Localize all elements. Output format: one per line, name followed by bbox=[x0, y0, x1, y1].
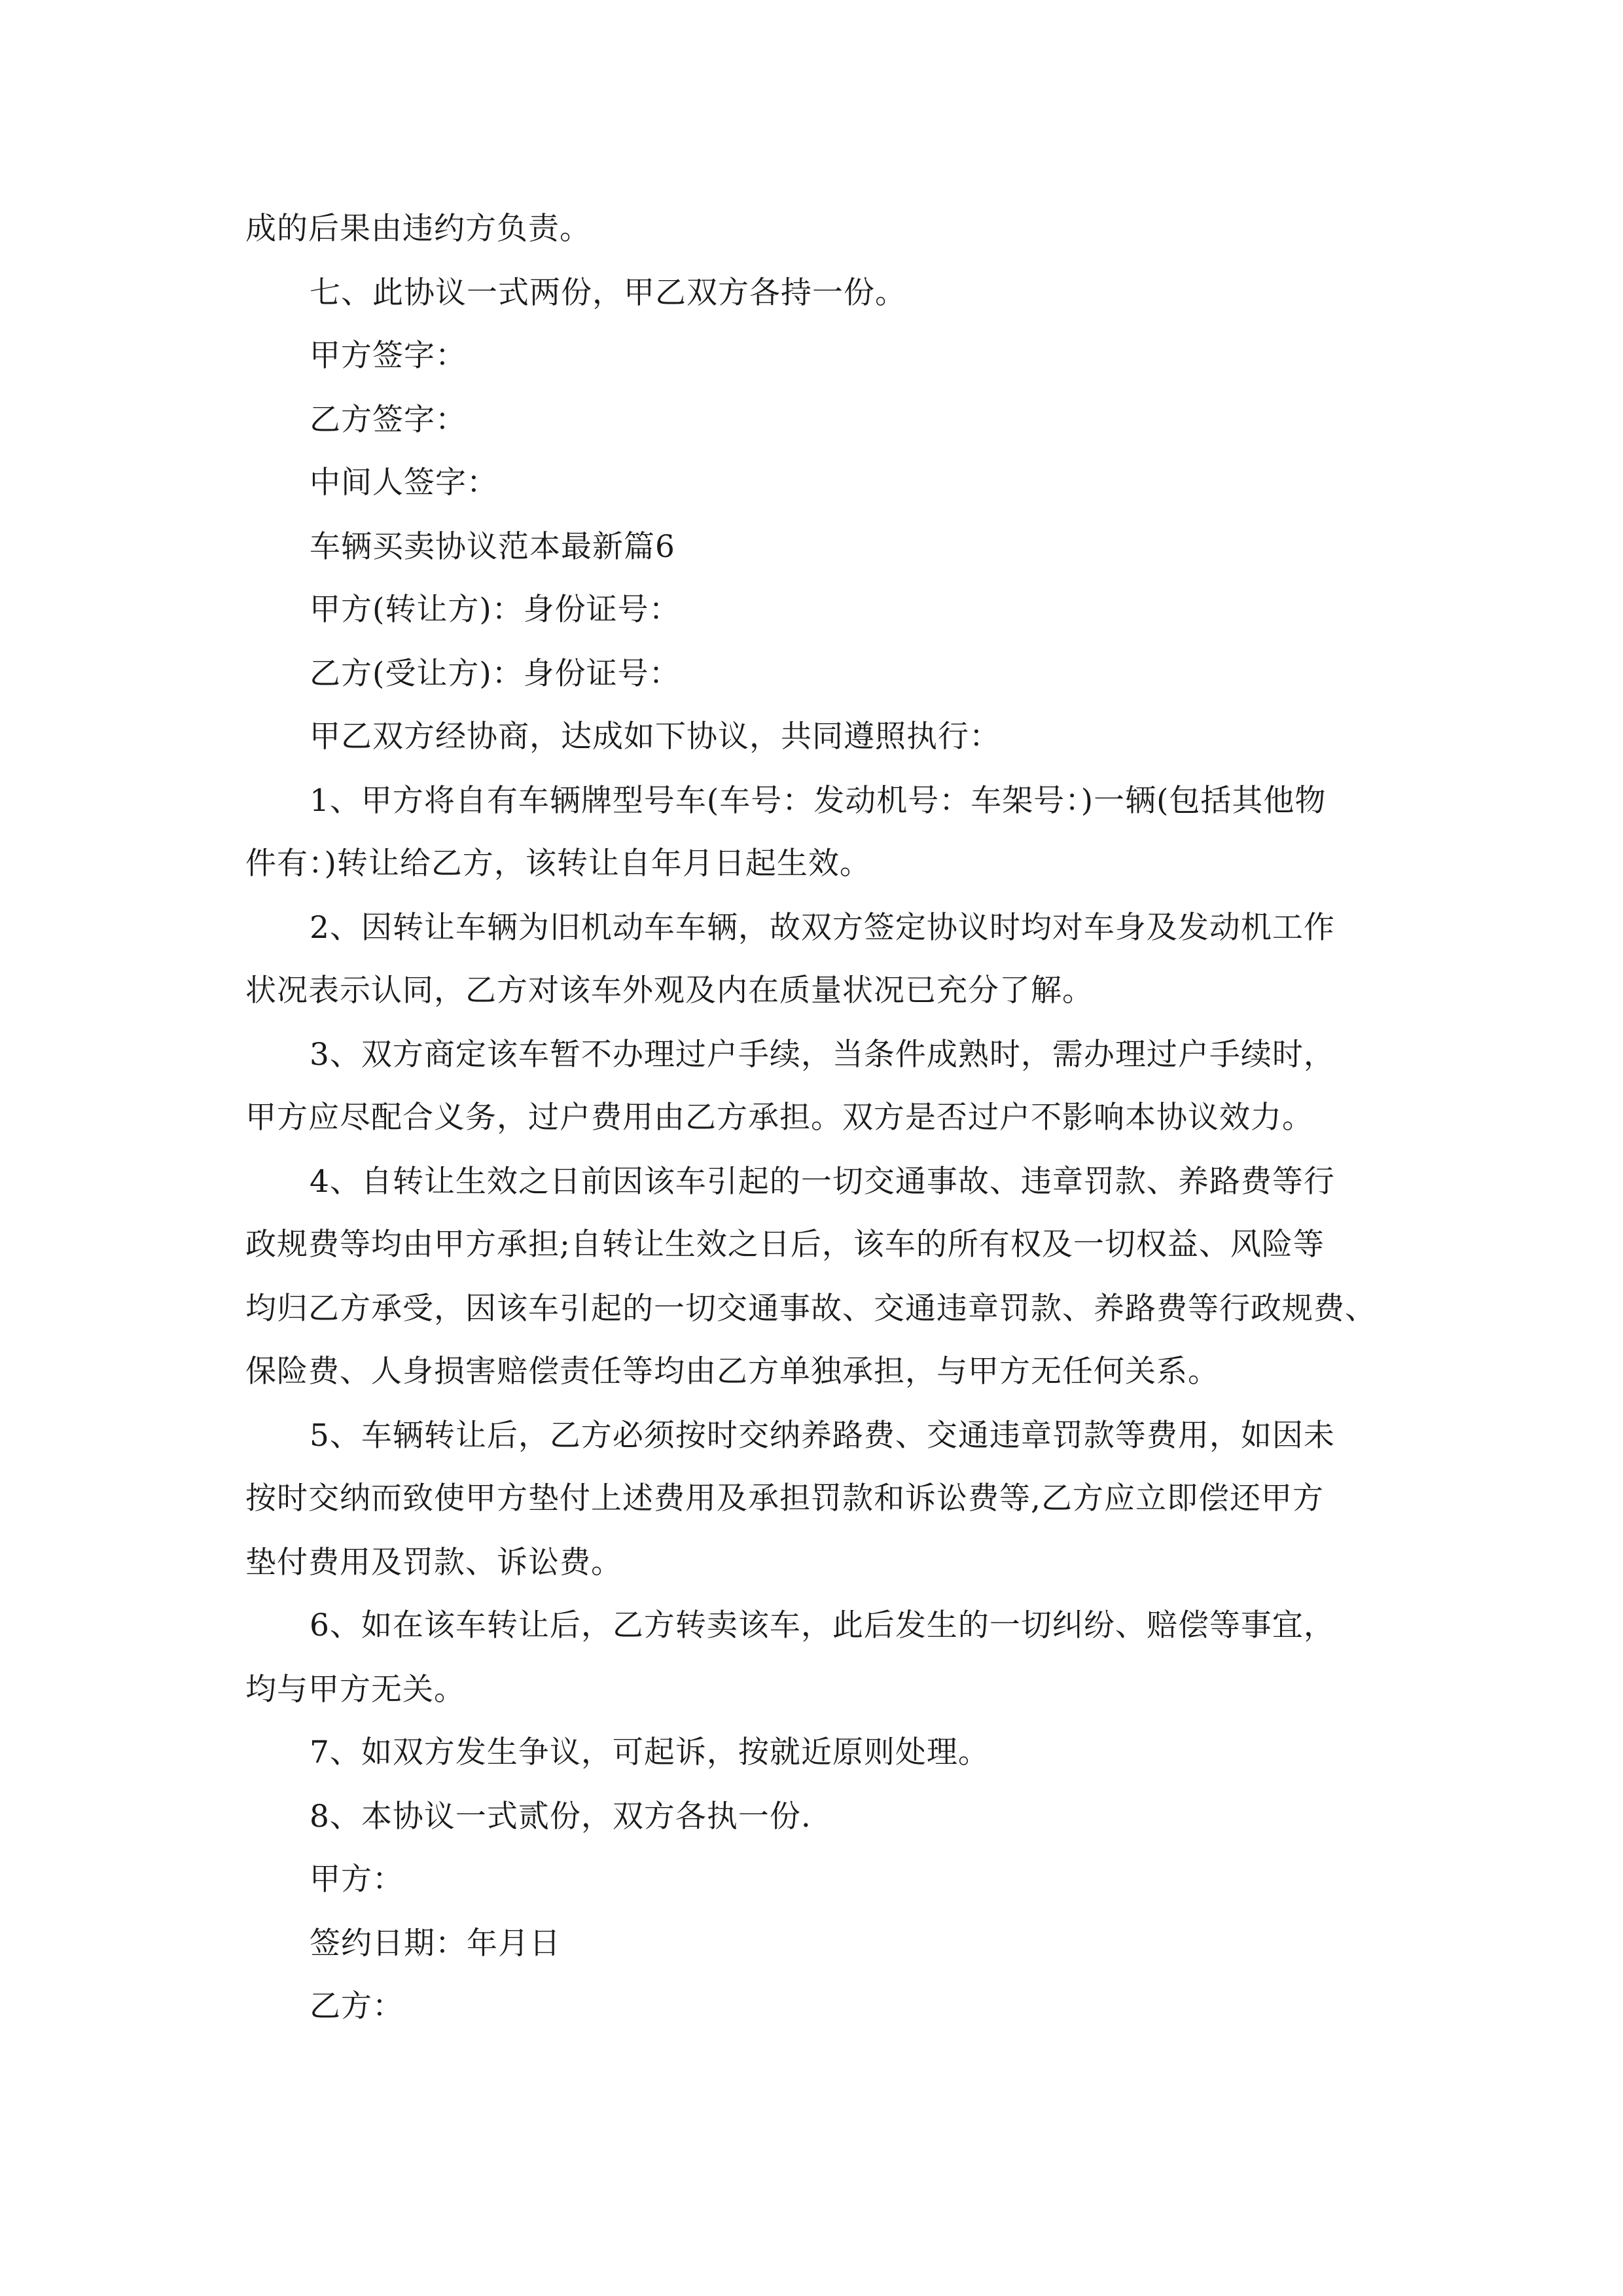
party-b-label: 乙方： bbox=[310, 1988, 404, 2024]
clause-3-cont: 甲方应尽配合义务，过户费用由乙方承担。双方是否过户不影响本协议效力。 bbox=[245, 1100, 1313, 1136]
preamble: 甲乙双方经协商，达成如下协议，共同遵照执行： bbox=[310, 719, 1001, 755]
clause-4: 4、自转让生效之日前因该车引起的一切交通事故、违章罚款、养路费等行 bbox=[310, 1164, 1335, 1200]
clause-5: 5、车辆转让后，乙方必须按时交纳养路费、交通违章罚款等费用，如因未 bbox=[310, 1418, 1335, 1454]
party-b-signature: 乙方签字： bbox=[310, 402, 467, 438]
clause-4-cont: 保险费、人身损害赔偿责任等均由乙方单独承担，与甲方无任何关系。 bbox=[245, 1354, 1219, 1390]
clause-4-cont: 均归乙方承受，因该车引起的一切交通事故、交通违章罚款、养路费等行政规费、 bbox=[245, 1291, 1376, 1327]
clause-7: 7、如双方发生争议，可起诉，按就近原则处理。 bbox=[310, 1734, 990, 1770]
party-a-label: 甲方： bbox=[310, 1861, 404, 1897]
clause-1-cont: 件有：)转让给乙方，该转让自年月日起生效。 bbox=[245, 846, 871, 882]
clause-8: 8、本协议一式贰份，双方各执一份. bbox=[310, 1799, 812, 1835]
party-b-info: 乙方(受让方)：身份证号： bbox=[310, 656, 681, 692]
clause-2-cont: 状况表示认同，乙方对该车外观及内在质量状况已充分了解。 bbox=[245, 973, 1094, 1009]
clause-3: 3、双方商定该车暂不办理过户手续，当条件成熟时，需办理过户手续时， bbox=[310, 1037, 1335, 1073]
section-heading: 车辆买卖协议范本最新篇6 bbox=[310, 529, 675, 565]
party-a-signature: 甲方签字： bbox=[310, 338, 467, 374]
party-a-info: 甲方(转让方)：身份证号： bbox=[310, 592, 681, 628]
clause-5-cont: 按时交纳而致使甲方垫付上述费用及承担罚款和诉讼费等,乙方应立即偿还甲方 bbox=[245, 1480, 1324, 1516]
clause-seven: 七、此协议一式两份，甲乙双方各持一份。 bbox=[310, 275, 906, 311]
clause-2: 2、因转让车辆为旧机动车车辆，故双方签定协议时均对车身及发动机工作 bbox=[310, 910, 1335, 946]
intermediary-signature: 中间人签字： bbox=[310, 465, 498, 501]
clause-1: 1、甲方将自有车辆牌型号车(车号：发动机号：车架号：)一辆(包括其他物 bbox=[310, 783, 1327, 819]
clause-4-cont: 政规费等均由甲方承担;自转让生效之日后，该车的所有权及一切权益、风险等 bbox=[245, 1227, 1325, 1263]
clause-5-cont: 垫付费用及罚款、诉讼费。 bbox=[245, 1545, 622, 1581]
clause-6: 6、如在该车转让后，乙方转卖该车，此后发生的一切纠纷、赔偿等事宜， bbox=[310, 1607, 1335, 1643]
signing-date: 签约日期：年月日 bbox=[310, 1926, 561, 1962]
clause-6-cont: 均与甲方无关。 bbox=[245, 1672, 465, 1708]
text-line: 成的后果由违约方负责。 bbox=[245, 211, 591, 247]
